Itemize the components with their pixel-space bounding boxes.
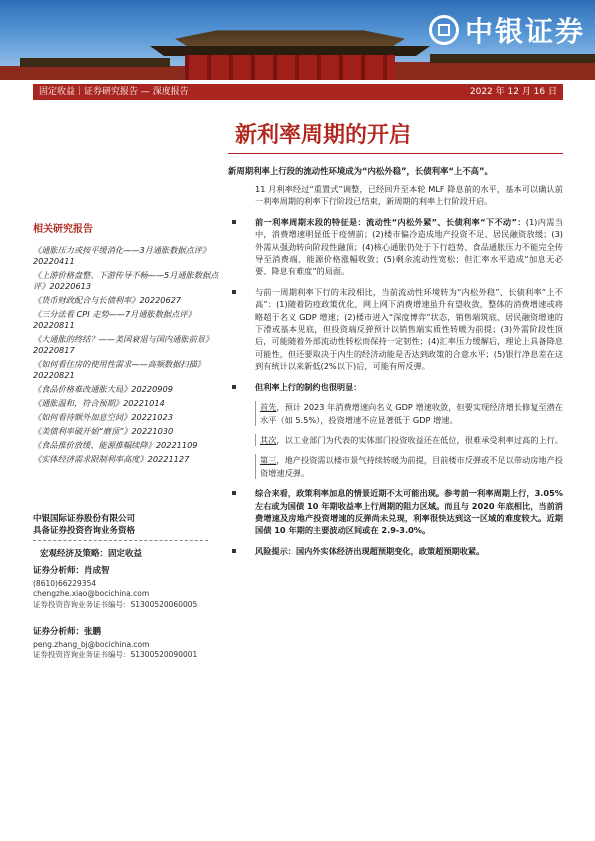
related-report-item[interactable]: 《通胀温和，符合预期》20221014	[33, 398, 165, 408]
header-banner	[0, 0, 595, 80]
title-divider	[228, 153, 563, 154]
bullet-paragraph	[228, 487, 563, 537]
palace-roof-right	[430, 54, 595, 63]
palace-columns	[185, 55, 395, 80]
related-report-item[interactable]: 《食品推价放缓、能源推幅续降》20221109	[33, 440, 198, 450]
bullet-heading: 前一利率周期末段的特征是：流动性“内松外紧”、长债利率“下不动”：	[255, 216, 526, 227]
report-category: 固定收益｜证券研究报告 — 深度报告	[39, 87, 189, 97]
sub-point-text: ，以工业部门为代表的实体部门投资收益还在低位，很难承受利率过高的上行。	[276, 434, 563, 445]
related-report-item[interactable]: 《美债利率破开始“磨顶”》20221030	[33, 426, 174, 436]
related-report-item[interactable]: 《如何看待额外加息空间》20221023	[33, 412, 173, 422]
category-bar	[33, 84, 563, 100]
palace-wall-right	[395, 62, 595, 80]
bullet-icon	[232, 549, 236, 553]
bullet-icon	[232, 491, 236, 495]
sub-point	[255, 454, 563, 479]
report-summary: 新周期利率上行段的流动性环境成为“内松外稳”，长债利率“上不高”。	[228, 166, 493, 176]
related-report-item[interactable]: 《货币财政配合与长债利率》20220627	[33, 295, 182, 305]
boc-logo-icon	[429, 15, 459, 45]
analyst-email[interactable]: peng.zhang_bj@bocichina.com	[33, 639, 150, 649]
strategy-label: 宏观经济及策略：固定收益	[40, 549, 143, 559]
related-report-item[interactable]: 《食品价格难改通胀大局》20220909	[33, 384, 173, 394]
sub-point-lead: 其次	[260, 434, 277, 445]
bullet-text: 与前一周期利率下行的末段相比，当前流动性环境转为“内松外稳”、长债利率“上不高”：(1)随着防疫政策优化，网上网下消费增速虽升有望收敛，整体的消费增速或将略超于名义 GDP 增速；(2)楼市进入“深度博弈”状态，销售端筑底、居民融资增速的下滑或基本见底，但投资端反弹预计以销售端实质性转暖为前提；(3)外需阶段性顶后，可能随着外部流动性转松而保持一定韧性；(4)汇率压力缓解后，理论上具备降息可能性，但还要取决于内生的经济动能是否达到政策的合意水平；(5)银行净息差在这到有统计以来新低(2%以下)后，可能有所反弹。	[255, 286, 563, 372]
related-report-item[interactable]: 《实体经济需求限制利率高度》20221127	[33, 454, 190, 464]
sub-point-lead: 第三	[260, 455, 277, 466]
bullet-paragraph	[228, 545, 563, 557]
palace-roof-left	[20, 58, 170, 67]
sub-point-lead: 首先	[260, 402, 277, 413]
analyst-title: 证券分析师：张鹏	[33, 627, 102, 637]
sub-point	[255, 401, 563, 426]
bullet-icon	[232, 220, 236, 224]
bullet-heading: 但利率上行的制约也很明显：	[255, 381, 362, 392]
analyst-title: 证券分析师：肖成智	[33, 566, 110, 576]
related-report-item[interactable]: 《通胀压力或按平缓消化——3月通胀数据点评》20220411	[33, 245, 211, 266]
org-info	[33, 513, 223, 537]
bullet-paragraph	[228, 286, 563, 373]
report-body	[228, 165, 563, 565]
related-report-item[interactable]: 《三分法看 CPI 走势——7月通胀数据点评》20220811	[33, 309, 196, 330]
bullet-text: (1)内需当中，消费增速明显低于疫情前；(2)楼市偏冷造成地产投资不足、居民融资放缓；(3)外需从强劲转向阶段性融顶；(4)核心通胀仍处于下行趋势、食品通胀压力不能完全传导至消费端、能源价格涨幅收敛；(5)剩余流动性宽松；但汇率水平造成“加息无必要、降息有难度”的局面。	[255, 216, 563, 277]
analyst-block	[33, 627, 233, 661]
analyst-cert: 证券投资咨询业务证书编号：S1300520060005	[33, 599, 198, 609]
related-report-item[interactable]: 《如何看住房的使用性需求——高频数据扫描》20220821	[33, 359, 205, 380]
report-date: 2022 年 12 月 16 日	[469, 87, 557, 97]
sidebar-divider	[33, 540, 208, 541]
analyst-block	[33, 566, 233, 610]
related-reports-heading: 相关研究报告	[33, 224, 93, 235]
analyst-phone: (8610)66229354	[33, 578, 97, 588]
analyst-cert: 证券投资咨询业务证书编号：S1300520090001	[33, 650, 198, 659]
bullet-icon	[232, 290, 236, 294]
palace-wall-left	[0, 66, 190, 80]
page-title: 新利率周期的开启	[235, 122, 412, 148]
analyst-email[interactable]: chengzhe.xiao@bocichina.com	[33, 589, 150, 598]
related-report-item[interactable]: 《大通胀的终结？——美国衰退与国内通胀前景》20220817	[33, 334, 214, 355]
brand-name: 中银证券	[464, 15, 585, 48]
org-qualification: 具备证券投资咨询业务资格	[33, 526, 136, 536]
sub-point-text: ，地产投资需以楼市景气持续转暖为前提，目前楼市反弹或不足以带动房地产投资增速反弹。	[260, 455, 563, 478]
related-report-item[interactable]: 《上游价格盘整、下游传导不畅——5月通胀数据点评》20220613	[33, 270, 219, 291]
sub-point-text: ，预计 2023 年消费增速向名义 GDP 增速收敛，但要实现经济增长修复至潜在水平（如 5.5%），投资增速不应显著低于 GDP 增速。	[260, 402, 563, 425]
bullet-text: 综合来看，政策利率加息的情景近期不太可能出现。参考前一利率周期上行，3.05%左右或为国债 10 年期收益率上行周期的阻力区域。而且与 2020 年底相比，当前消费增速及房地产投资增速的反弹尚未兑现，利率很快达到这一区域的难度较大。近期国债 10 年期的主要波动区间或在 2.9-3.0%。	[255, 488, 563, 536]
risk-warning: 风险提示：国内外实体经济出现超预期变化，政策超预期收紧。	[255, 545, 485, 556]
bullet-paragraph	[228, 216, 563, 278]
paragraph: 11 月利率经过“重置式”调整，已经回升至本轮 MLF 降息前的水平，基本可以确认前一利率周期的利率下行阶段已结束，新周期的利率上行阶段开启。	[255, 184, 563, 207]
sub-point	[255, 434, 563, 446]
palace-roof	[175, 22, 405, 50]
bullet-paragraph	[228, 381, 563, 393]
brand-logo	[429, 10, 585, 50]
org-name: 中银国际证券股份有限公司	[33, 514, 136, 524]
bullet-icon	[232, 385, 236, 389]
related-reports	[33, 220, 223, 468]
